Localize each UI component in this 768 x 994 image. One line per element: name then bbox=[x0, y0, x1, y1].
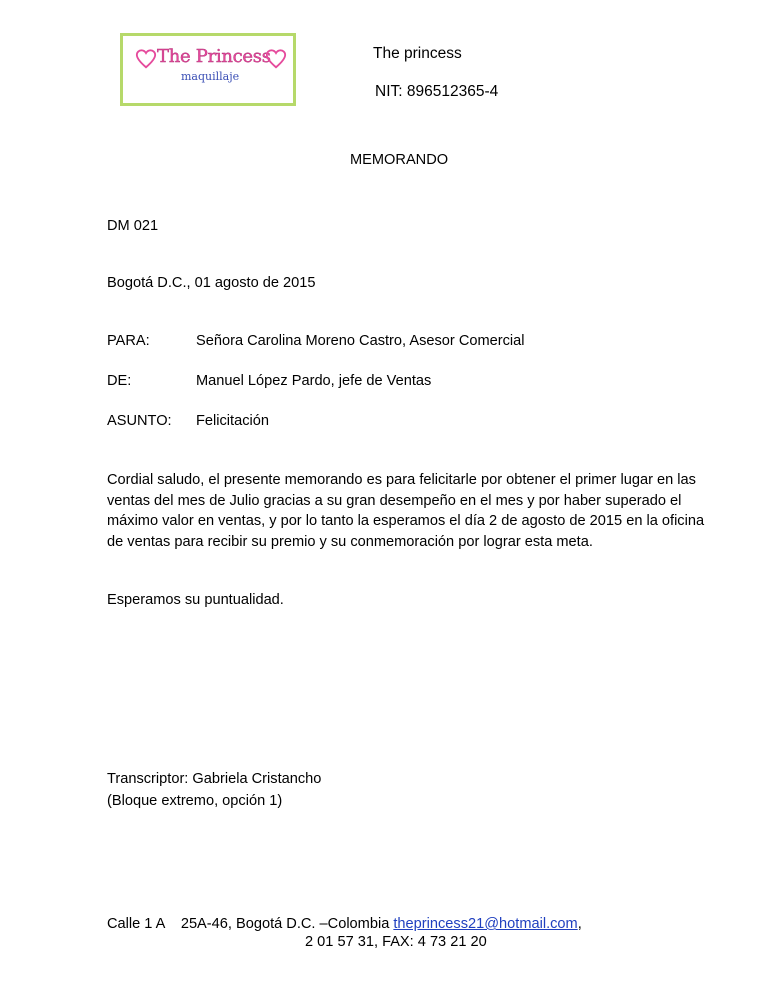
date-line: Bogotá D.C., 01 agosto de 2015 bbox=[107, 275, 316, 291]
closing-line: Esperamos su puntualidad. bbox=[107, 592, 284, 608]
logo-subtitle: maquillaje bbox=[181, 70, 240, 83]
footer-comma: , bbox=[577, 916, 582, 932]
memo-reference: DM 021 bbox=[107, 218, 159, 234]
body-paragraph: Cordial saludo, el presente memorando es para felicitarle por obtener el primer lugar en las ventas del mes de Julio gracias a su gran desempeño en el mes y por haber superado el máximo valor en ventas, y por lo tanto la esperamos el día 2 de agosto de 2015 en la oficina de ventas para recibir su premio y su conmemoración por lograr esta meta. bbox=[107, 472, 705, 550]
logo-title: The Princess bbox=[157, 46, 271, 67]
transcriptor-name: Transcriptor: Gabriela Cristancho bbox=[107, 771, 322, 787]
company-nit: NIT: 896512365-4 bbox=[375, 83, 499, 100]
heart-icon bbox=[135, 48, 157, 70]
footer-phones: 2 01 57 31, FAX: 4 73 21 20 bbox=[305, 934, 487, 950]
asunto-value: Felicitación bbox=[196, 413, 269, 429]
para-value: Señora Carolina Moreno Castro, Asesor Comercial bbox=[196, 333, 525, 349]
asunto-label: ASUNTO: bbox=[107, 413, 172, 429]
transcriptor-note: (Bloque extremo, opción 1) bbox=[107, 793, 283, 809]
footer-email-link[interactable]: theprincess21@hotmail.com bbox=[393, 916, 578, 932]
para-label: PARA: bbox=[107, 333, 150, 349]
footer-address-line bbox=[107, 916, 582, 932]
company-logo bbox=[120, 33, 296, 106]
de-label: DE: bbox=[107, 373, 132, 389]
memo-body bbox=[107, 470, 707, 552]
company-name: The princess bbox=[373, 45, 462, 62]
heart-icon bbox=[265, 48, 287, 70]
de-value: Manuel López Pardo, jefe de Ventas bbox=[196, 373, 432, 389]
page-title: MEMORANDO bbox=[350, 152, 449, 168]
footer-address: Calle 1 A 25A-46, Bogotá D.C. –Colombia bbox=[107, 916, 394, 932]
